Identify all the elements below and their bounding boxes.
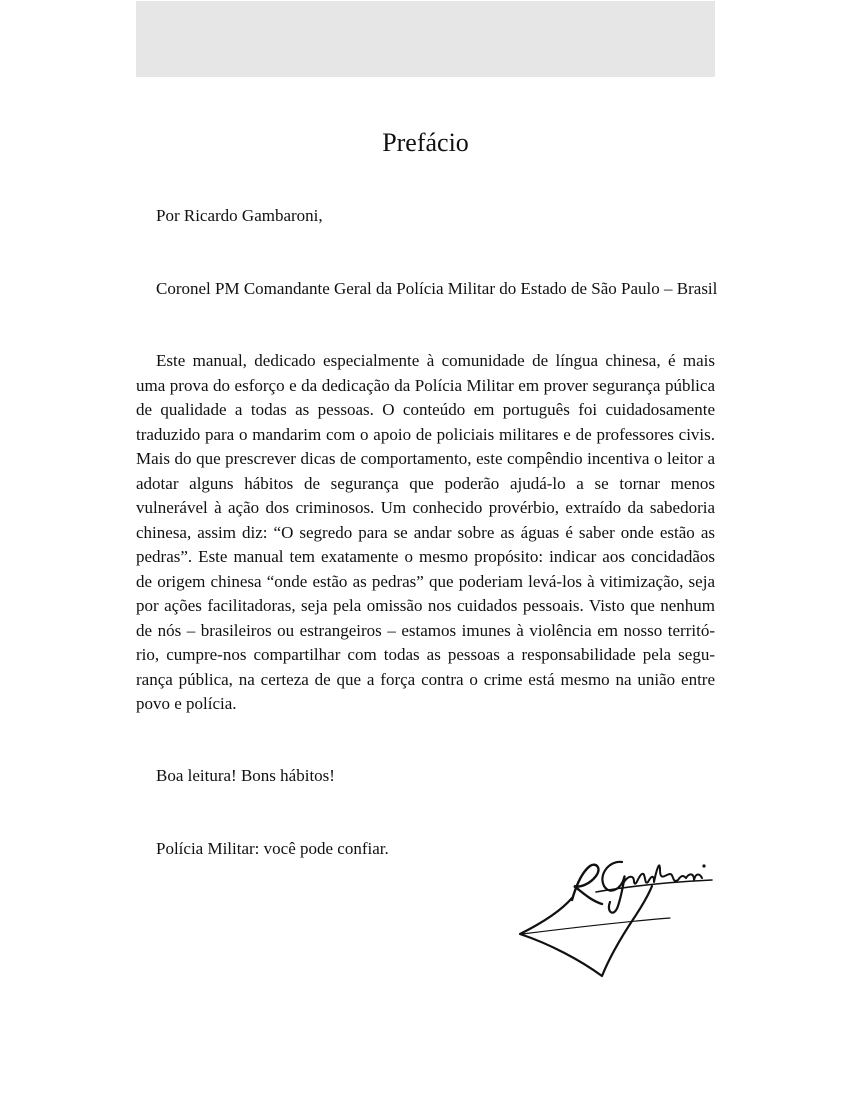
handwritten-signature: [510, 852, 720, 982]
preface-body-paragraph: Este manual, dedicado especialmente à comunidade de língua chinesa, é mais uma prova do esforço e da dedicação da Polícia Militar em prover segurança pública de qualidade a todas as pessoas. O conteúdo em português foi cuidadosamente traduzido para o mandarim com o apoio de policiais militares e de professores civis. Mais do que prescrever dicas de comportamento, este compêndio incentiva o leitor a adotar alguns hábitos de segurança que poderão ajudá-lo a se tornar menos vulnerável à ação dos criminosos. Um conhecido provérbio, extraído da sabedoria chinesa, assim diz: “O segredo para se andar sobre as águas é saber onde estão as pedras”. Este manual tem exatamente o mesmo propósito: indicar aos concidadãos de origem chinesa “onde estão as pedras” que poderiam levá-los à vitimização, seja por ações facilitadoras, seja pela omissão nos cuidados pessoais. Visto que nenhum de nós – brasileiros ou estrangeiros – estamos imunes à violência em nosso território, cumpre-nos compartilhar com todas as pessoas a responsabilidade pela segurança pública, na certeza de que a força contra o crime está mesmo na união entre povo e polícia.: [136, 351, 715, 713]
motto-line: Polícia Militar: você pode confiar.: [156, 839, 389, 858]
page-title: Prefácio: [382, 128, 469, 157]
greeting-line: Boa leitura! Bons hábitos!: [156, 766, 335, 785]
author-line: Por Ricardo Gambaroni,: [156, 206, 323, 225]
author-role-line: Coronel PM Comandante Geral da Polícia Militar do Estado de São Paulo – Brasil: [156, 279, 718, 298]
header-band: [136, 1, 715, 77]
